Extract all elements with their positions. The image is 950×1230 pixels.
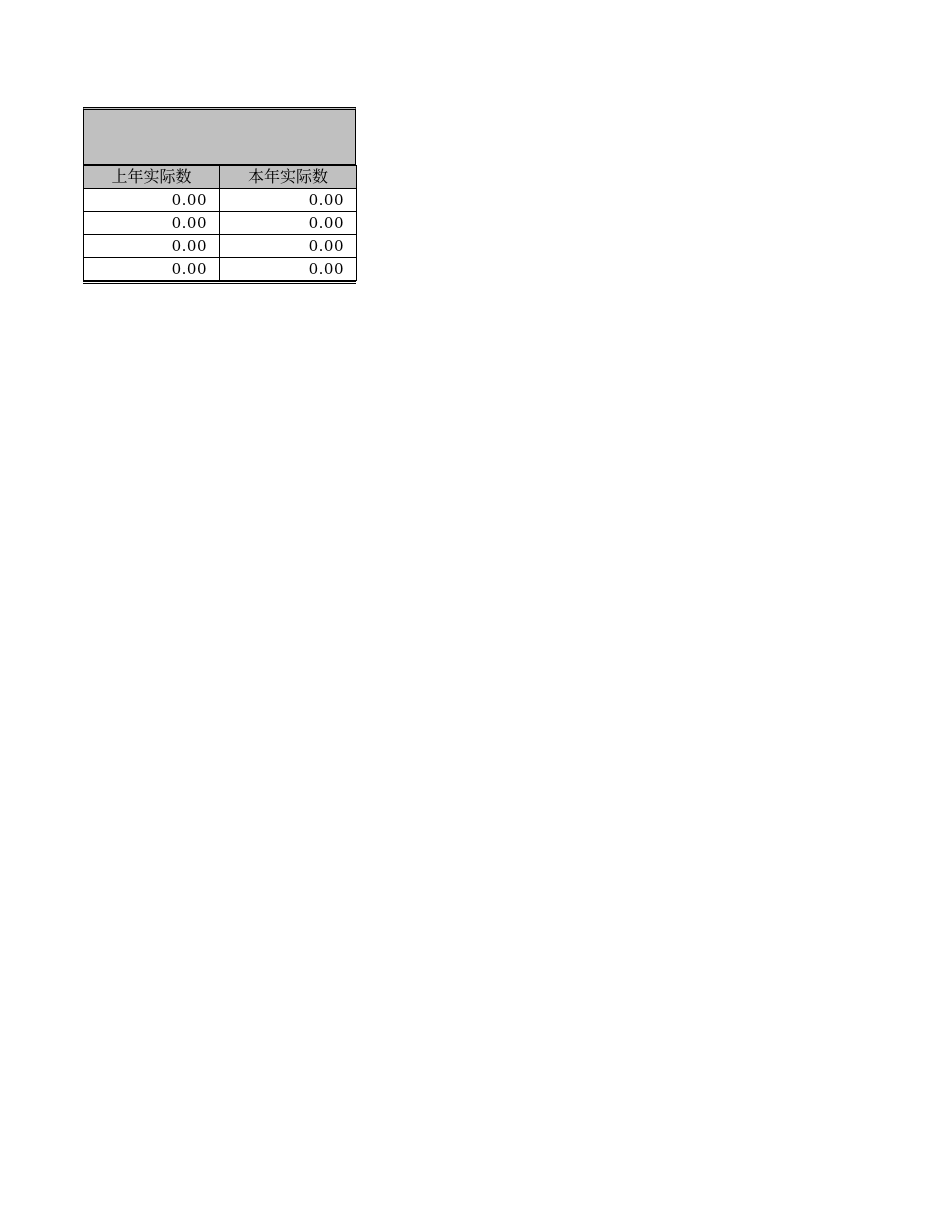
cell-this-year: 0.00 [220,212,357,235]
table-row [84,189,357,212]
cell-last-year: 0.00 [84,235,220,258]
cell-last-year: 0.00 [84,258,220,281]
cell-last-year: 0.00 [84,212,220,235]
table-row [84,212,357,235]
data-table [83,165,357,281]
bottom-border [83,281,356,284]
column-header-last-year: 上年实际数 [84,166,220,189]
table-body [84,189,357,281]
header-row [84,166,357,189]
table-row [84,235,357,258]
cell-this-year: 0.00 [220,235,357,258]
title-band [83,107,356,165]
cell-this-year: 0.00 [220,189,357,212]
column-header-this-year: 本年实际数 [220,166,357,189]
cell-last-year: 0.00 [84,189,220,212]
table-row [84,258,357,281]
report-sheet [83,107,356,284]
cell-this-year: 0.00 [220,258,357,281]
